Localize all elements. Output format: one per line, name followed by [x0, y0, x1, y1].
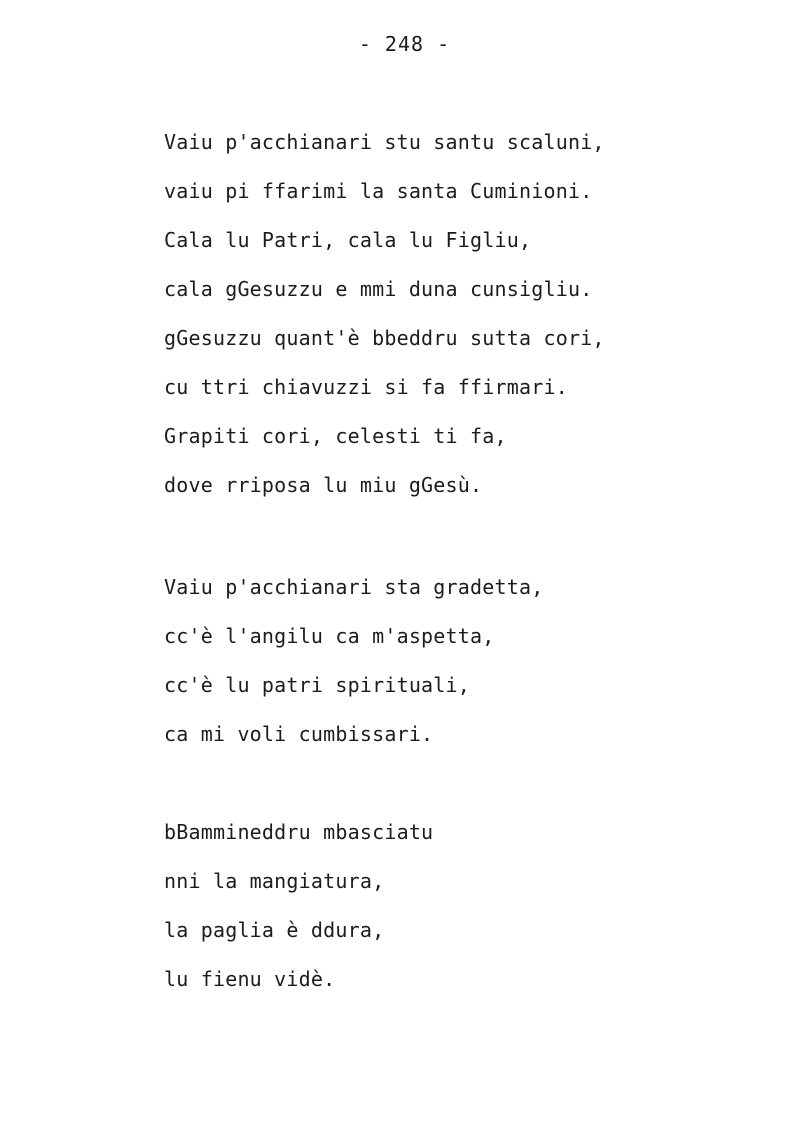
verse-line: Grapiti cori, celesti ti fa, [164, 424, 507, 448]
verse-line: ca mi voli cumbissari. [164, 722, 434, 746]
verse-line: cala gGesuzzu e mmi duna cunsigliu. [164, 277, 593, 301]
page-number: - 248 - [358, 32, 451, 56]
verse-line: dove rriposa lu miu gGesù. [164, 473, 483, 497]
verse-line: cc'è lu patri spirituali, [164, 673, 471, 697]
verse-line: Vaiu p'acchianari stu santu scaluni, [164, 130, 605, 154]
verse-line: cu ttri chiavuzzi si fa ffirmari. [164, 375, 568, 399]
verse-line: la paglia è ddura, [164, 918, 385, 942]
verse-line: nni la mangiatura, [164, 869, 385, 893]
verse-line: Cala lu Patri, cala lu Figliu, [164, 228, 532, 252]
stanza-1 [164, 118, 605, 510]
verse-line: Vaiu p'acchianari sta gradetta, [164, 575, 544, 599]
stanza-3 [164, 808, 433, 1004]
verse-line: bBammineddru mbasciatu [164, 820, 434, 844]
verse-line: cc'è l'angilu ca m'aspetta, [164, 624, 495, 648]
verse-line: lu fienu vidè. [164, 967, 336, 991]
verse-line: gGesuzzu quant'è bbeddru sutta cori, [164, 326, 605, 350]
verse-line: vaiu pi ffarimi la santa Cuminioni. [164, 179, 593, 203]
stanza-2 [164, 563, 543, 759]
